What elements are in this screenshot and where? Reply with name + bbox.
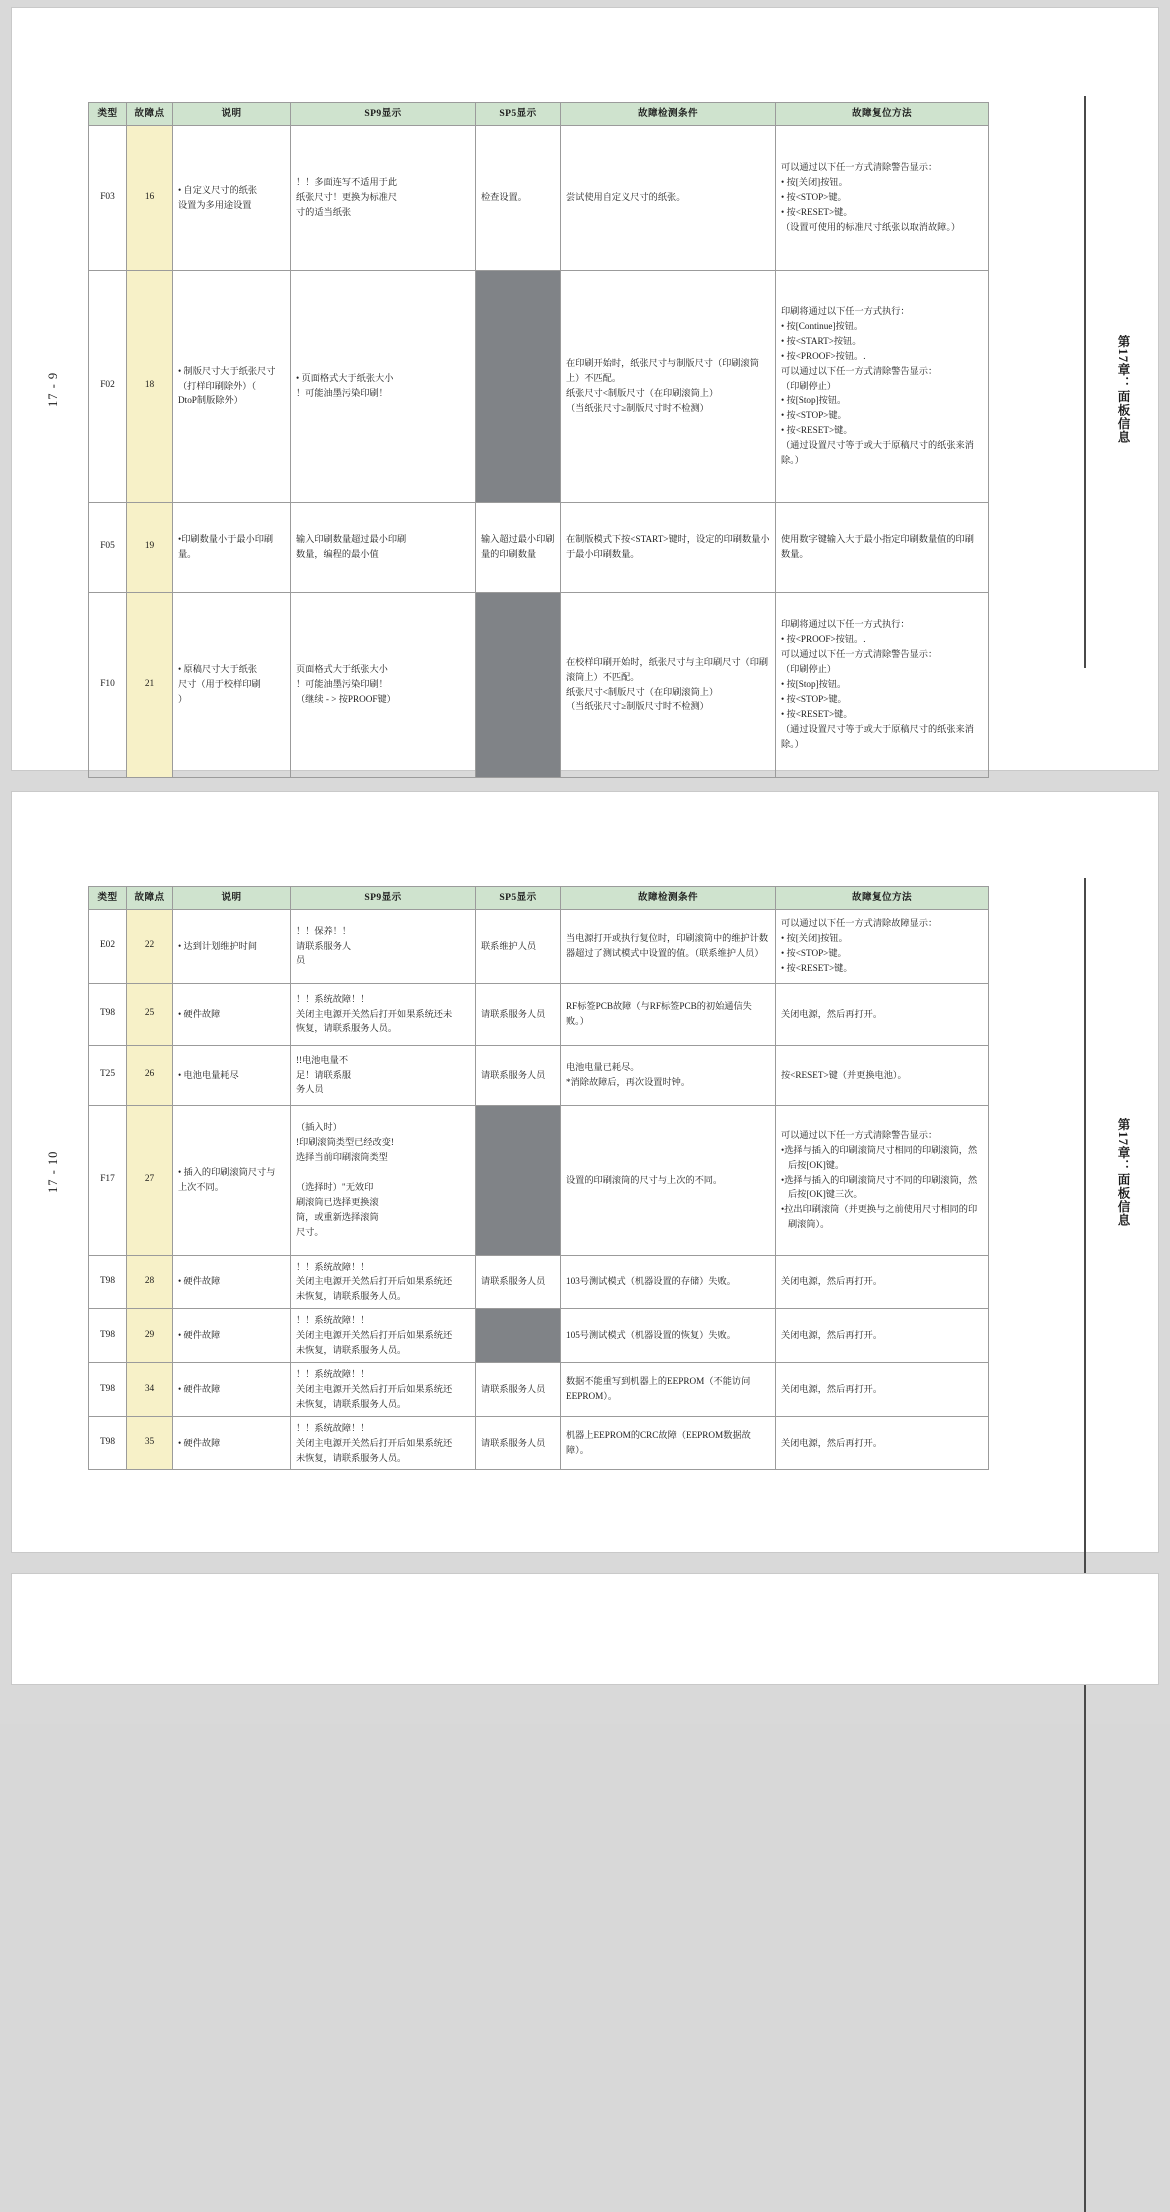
text-line: • 按<STOP>键。 (781, 693, 847, 704)
text-line: 联系维护人员 (481, 940, 537, 951)
text-line: 可以通过以下任一方式清除警告显示： (781, 1129, 938, 1140)
text-line: 关闭电源，然后再打开。 (781, 1008, 883, 1019)
cell-description (173, 502, 291, 592)
cell-sp9-display (291, 270, 476, 502)
chapter-label-right: 第17章：面板信息 (1116, 334, 1130, 444)
text-line: 关闭电源，然后再打开。 (781, 1330, 883, 1341)
cell-type: T25 (89, 1045, 127, 1105)
cell-description (173, 1416, 291, 1470)
table-row (89, 1362, 989, 1416)
cell-type: T98 (89, 1309, 127, 1363)
error-table-1 (88, 102, 989, 778)
text-line: 请联系服务人员 (481, 1437, 546, 1448)
cell-detection-condition (561, 1309, 776, 1363)
text-line: 可以通过以下任一方式清除警告显示： (781, 162, 938, 173)
text-line: • 电池电量耗尽 (178, 1069, 239, 1080)
text-line: 关闭主电源开关然后打开如果系统还未 (296, 1008, 453, 1019)
cell-reset-method (776, 1105, 989, 1255)
text-line: 选择当前印刷滚筒类型 (296, 1152, 388, 1163)
text-line: 设置的印刷滚筒的尺寸与上次的不同。 (566, 1174, 723, 1185)
text-line: • 原稿尺寸大于纸张 (178, 664, 258, 675)
text-line: 务人员 (296, 1084, 324, 1095)
text-line: • 按[Continue]按钮。 (781, 320, 864, 331)
document-page-17-10 (12, 792, 1158, 1552)
text-line: 印刷将通过以下任一方式执行： (781, 619, 910, 630)
text-line: 在印刷开始时，纸张尺寸与制版尺寸（印刷滚筒上）不匹配。 (566, 358, 759, 384)
cell-description (173, 909, 291, 983)
text-line: 可以通过以下任一方式清除警告显示： (781, 649, 938, 660)
text-line: 尝试使用自定义尺寸的纸张。 (566, 192, 686, 203)
col-header-cond: 故障检测条件 (561, 103, 776, 126)
text-line: 关闭电源，然后再打开。 (781, 1383, 883, 1394)
cell-type: F02 (89, 270, 127, 502)
cell-fault-point: 28 (127, 1255, 173, 1309)
text-line: ！！系统故障！！ (296, 1261, 370, 1272)
text-line: •选择与插入的印刷滚筒尺寸不同的印刷滚筒，然后按[OK]键三次。 (781, 1174, 978, 1200)
text-line: 尺寸（用于校样印刷 (178, 679, 261, 690)
text-line: • 硬件故障 (178, 1276, 221, 1287)
text-line: 设置为多用途设置 (178, 199, 252, 210)
cell-description (173, 1045, 291, 1105)
text-line: • 按[Stop]按钮。 (781, 679, 847, 690)
error-table-1-wrapper (88, 102, 988, 778)
text-line: （设置可使用的标准尺寸纸张以取消故障。） (781, 221, 961, 232)
table-row (89, 1309, 989, 1363)
text-line: • 按<RESET>键。 (781, 708, 853, 719)
col-header-desc: 说明 (173, 887, 291, 910)
text-line: 未恢复，请联系服务人员。 (296, 1398, 407, 1409)
table-row (89, 1045, 989, 1105)
text-line: 可以通过以下任一方式清除故障显示： (781, 918, 938, 929)
table-row (89, 502, 989, 592)
cell-detection-condition (561, 125, 776, 270)
table-row (89, 125, 989, 270)
text-line: 输入超过最小印刷 (481, 534, 555, 545)
cell-description (173, 125, 291, 270)
cell-reset-method (776, 983, 989, 1045)
cell-sp9-display (291, 1309, 476, 1363)
cell-type: T98 (89, 1362, 127, 1416)
cell-type: E02 (89, 909, 127, 983)
text-line: !!电池电量不 (296, 1054, 349, 1065)
text-line: 员 (296, 955, 306, 966)
cell-sp5-display (476, 1362, 561, 1416)
cell-detection-condition (561, 270, 776, 502)
text-line: 关闭主电源开关然后打开后如果系统还 (296, 1383, 453, 1394)
cell-fault-point: 16 (127, 125, 173, 270)
cell-sp9-display (291, 1045, 476, 1105)
text-line: • 按[关闭]按钮。 (781, 177, 848, 188)
page-number-left: 17 - 10 (46, 1150, 60, 1194)
text-line: 页面格式大于纸张大小 (296, 664, 388, 675)
text-line: !印刷滚筒类型已经改变! (296, 1137, 394, 1148)
text-line: 输入印刷数量超过最小印刷 (296, 534, 407, 545)
table-row (89, 983, 989, 1045)
text-line: ！！系统故障！！ (296, 993, 370, 1004)
text-line: 按<RESET>键（并更换电池）。 (781, 1069, 907, 1080)
table-body (89, 125, 989, 777)
text-line: • 按<START>按钮。 (781, 335, 862, 346)
cell-fault-point: 21 (127, 592, 173, 777)
text-line: 纸张尺寸<制版尺寸（在印刷滚筒上） (566, 686, 719, 697)
cell-sp9-display (291, 502, 476, 592)
text-line: 使用数字键输入大于最小指定印刷数量值的印刷数量。 (781, 534, 974, 560)
text-line: •选择与插入的印刷滚筒尺寸相同的印刷滚筒，然后按[OK]键。 (781, 1144, 978, 1170)
col-header-reset: 故障复位方法 (776, 103, 989, 126)
cell-sp9-display (291, 1105, 476, 1255)
text-line: *消除故障后，再次设置时钟。 (566, 1077, 691, 1088)
cell-sp5-display (476, 502, 561, 592)
cell-fault-point: 25 (127, 983, 173, 1045)
text-line: • 按<STOP>键。 (781, 192, 847, 203)
text-line: 请联系服务人员 (481, 1383, 546, 1394)
text-line: • 硬件故障 (178, 1330, 221, 1341)
text-line: • 按[Stop]按钮。 (781, 395, 847, 406)
cell-sp5-display (476, 592, 561, 777)
cell-sp5-display (476, 270, 561, 502)
text-line: 关闭主电源开关然后打开后如果系统还 (296, 1330, 453, 1341)
text-line: （印刷停止） (781, 380, 837, 391)
cell-description (173, 1309, 291, 1363)
text-line: 量的印刷数量 (481, 549, 537, 560)
text-line: ！！系统故障！！ (296, 1315, 370, 1326)
table-header-row (89, 887, 989, 910)
cell-reset-method (776, 592, 989, 777)
text-line: 印刷将通过以下任一方式执行： (781, 306, 910, 317)
cell-type: F03 (89, 125, 127, 270)
text-line: 检查设置。 (481, 192, 527, 203)
cell-sp5-display (476, 1309, 561, 1363)
cell-description (173, 1255, 291, 1309)
text-line: • 硬件故障 (178, 1383, 221, 1394)
col-header-point: 故障点 (127, 103, 173, 126)
cell-type: F10 (89, 592, 127, 777)
table-header (89, 103, 989, 126)
text-line: • 按[关闭]按钮。 (781, 933, 848, 944)
table-header (89, 887, 989, 910)
cell-sp9-display (291, 1362, 476, 1416)
text-line: • 按<RESET>键。 (781, 206, 853, 217)
text-line: 关闭主电源开关然后打开后如果系统还 (296, 1437, 453, 1448)
table-row (89, 1105, 989, 1255)
text-line: DtoP制版除外） (178, 395, 243, 406)
text-line: 寸的适当纸张 (296, 206, 352, 217)
text-line: • 按<PROOF>按钮。. (781, 634, 866, 645)
cell-sp5-display (476, 125, 561, 270)
cell-sp9-display (291, 1416, 476, 1470)
cell-detection-condition (561, 1105, 776, 1255)
table-row (89, 1416, 989, 1470)
cell-reset-method (776, 1045, 989, 1105)
table-row (89, 270, 989, 502)
text-line: ！！多面连写不适用于此 (296, 177, 398, 188)
cell-type: T98 (89, 983, 127, 1045)
table-row (89, 909, 989, 983)
chapter-label-right: 第17章：面板信息 (1116, 1117, 1130, 1227)
table-row (89, 1255, 989, 1309)
cell-fault-point: 35 (127, 1416, 173, 1470)
text-line: （插入时） (296, 1122, 342, 1133)
text-line: 未恢复，请联系服务人员。 (296, 1452, 407, 1463)
cell-type: T98 (89, 1416, 127, 1470)
text-line: （通过设置尺寸等于或大于原稿尺寸的纸张来消除。） (781, 440, 974, 466)
text-line: 关闭主电源开关然后打开后如果系统还 (296, 1276, 453, 1287)
cell-sp9-display (291, 592, 476, 777)
cell-reset-method (776, 502, 989, 592)
cell-description (173, 270, 291, 502)
text-line: 机器上EEPROM的CRC故障（EEPROM数据故障）。 (566, 1430, 751, 1456)
cell-reset-method (776, 1362, 989, 1416)
text-line: （通过设置尺寸等于或大于原稿尺寸的纸张来消除。） (781, 723, 974, 749)
text-line: • 硬件故障 (178, 1437, 221, 1448)
text-line: ！！系统故障！！ (296, 1368, 370, 1379)
text-line: 刷滚筒已选择更换滚 (296, 1196, 379, 1207)
col-header-cond: 故障检测条件 (561, 887, 776, 910)
cell-sp5-display (476, 1045, 561, 1105)
table-row (89, 592, 989, 777)
text-line: 请联系服务人员 (481, 1276, 546, 1287)
text-line: （打样印刷除外）（ (178, 380, 257, 391)
cell-sp9-display (291, 1255, 476, 1309)
text-line: ！可能油墨污染印刷！ (296, 388, 388, 399)
cell-fault-point: 34 (127, 1362, 173, 1416)
cell-reset-method (776, 909, 989, 983)
text-line: • 自定义尺寸的纸张 (178, 184, 258, 195)
text-line: • 制版尺寸大于纸张尺寸 (178, 365, 276, 376)
document-page-next-partial (12, 1574, 1158, 1684)
page-rule (1084, 96, 1086, 668)
cell-reset-method (776, 1255, 989, 1309)
cell-description (173, 1362, 291, 1416)
cell-sp5-display (476, 1416, 561, 1470)
cell-fault-point: 29 (127, 1309, 173, 1363)
text-line: 未恢复，请联系服务人员。 (296, 1291, 407, 1302)
text-line: 105号测试模式（机器设置的恢复）失败。 (566, 1330, 736, 1341)
text-line: 请联系服务人员 (481, 1069, 546, 1080)
error-table-2-wrapper (88, 886, 988, 1470)
cell-detection-condition (561, 1045, 776, 1105)
cell-type: T98 (89, 1255, 127, 1309)
text-line: （继续 - > 按PROOF键） (296, 693, 396, 704)
text-line: 数据不能重写到机器上的EEPROM（不能访问EEPROM）。 (566, 1376, 751, 1402)
text-line (296, 1165, 470, 1180)
cell-detection-condition (561, 1255, 776, 1309)
text-line: 关闭电源，然后再打开。 (781, 1276, 883, 1287)
text-line: 量。 (178, 549, 197, 560)
text-line: • 插入的印刷滚筒尺寸与 (178, 1167, 276, 1178)
cell-reset-method (776, 270, 989, 502)
text-line: • 页面格式大于纸张大小 (296, 373, 394, 384)
text-line: 103号测试模式（机器设置的存储）失败。 (566, 1276, 736, 1287)
col-header-reset: 故障复位方法 (776, 887, 989, 910)
col-header-sp5: SP5显示 (476, 887, 561, 910)
cell-description (173, 1105, 291, 1255)
col-header-sp9: SP9显示 (291, 887, 476, 910)
cell-detection-condition (561, 1416, 776, 1470)
text-line: • 按<PROOF>按钮。. (781, 350, 866, 361)
text-line: • 按<RESET>键。 (781, 425, 853, 436)
page-rule (1084, 878, 1086, 2212)
cell-reset-method (776, 1309, 989, 1363)
cell-detection-condition (561, 502, 776, 592)
text-line: 可以通过以下任一方式清除警告显示： (781, 365, 938, 376)
cell-sp5-display (476, 983, 561, 1045)
cell-sp9-display (291, 125, 476, 270)
cell-description (173, 592, 291, 777)
text-line: 筒，或重新选择滚筒 (296, 1211, 379, 1222)
cell-reset-method (776, 1416, 989, 1470)
text-line: •拉出印刷滚筒（并更换与之前使用尺寸相同的印刷滚筒）。 (781, 1204, 978, 1230)
text-line: ） (178, 693, 188, 704)
cell-fault-point: 22 (127, 909, 173, 983)
cell-detection-condition (561, 909, 776, 983)
text-line: （当纸张尺寸≥制版尺寸时不检测） (566, 701, 709, 712)
text-line: • 按<STOP>键。 (781, 948, 847, 959)
page-number-left: 17 - 9 (46, 371, 60, 407)
text-line: 纸张尺寸！更换为标准尺 (296, 192, 398, 203)
cell-detection-condition (561, 983, 776, 1045)
document-page-17-9 (12, 8, 1158, 770)
text-line: 上次不同。 (178, 1182, 224, 1193)
col-header-sp5: SP5显示 (476, 103, 561, 126)
text-line: 请联系服务人员 (481, 1008, 546, 1019)
col-header-point: 故障点 (127, 887, 173, 910)
text-line: 足！请联系服 (296, 1069, 352, 1080)
cell-fault-point: 19 (127, 502, 173, 592)
text-line: 尺寸。 (296, 1226, 324, 1237)
cell-sp9-display (291, 909, 476, 983)
cell-detection-condition (561, 592, 776, 777)
text-line: •印刷数量小于最小印刷 (178, 534, 274, 545)
text-line: 恢复，请联系服务人员。 (296, 1023, 398, 1034)
text-line: 未恢复，请联系服务人员。 (296, 1345, 407, 1356)
text-line: • 按<STOP>键。 (781, 410, 847, 421)
error-table-2 (88, 886, 989, 1470)
text-line: 在校样印刷开始时，纸张尺寸与主印刷尺寸（印刷滚筒上）不匹配。 (566, 656, 769, 682)
text-line: ！！系统故障！！ (296, 1422, 370, 1433)
text-line: • 达到计划维护时间 (178, 940, 258, 951)
table-header-row (89, 103, 989, 126)
cell-sp5-display (476, 1255, 561, 1309)
text-line: • 按<RESET>键。 (781, 962, 853, 973)
cell-type: F17 (89, 1105, 127, 1255)
text-line: 电池电量已耗尽。 (566, 1062, 640, 1073)
text-line: 当电源打开或执行复位时，印刷滚筒中的维护计数器超过了测试模式中设置的值。（联系维护人员） (566, 933, 769, 959)
cell-fault-point: 27 (127, 1105, 173, 1255)
cell-type: F05 (89, 502, 127, 592)
cell-sp9-display (291, 983, 476, 1045)
text-line: 在制版模式下按<START>键时，设定的印刷数量小于最小印刷数量。 (566, 534, 770, 560)
cell-description (173, 983, 291, 1045)
text-line: • 硬件故障 (178, 1008, 221, 1019)
cell-fault-point: 18 (127, 270, 173, 502)
text-line: （选择时）"无效印 (296, 1182, 374, 1193)
cell-reset-method (776, 125, 989, 270)
text-line: 关闭电源，然后再打开。 (781, 1437, 883, 1448)
text-line: ！！保养！！ (296, 925, 352, 936)
col-header-sp9: SP9显示 (291, 103, 476, 126)
text-line: （当纸张尺寸≥制版尺寸时不检测） (566, 402, 709, 413)
cell-detection-condition (561, 1362, 776, 1416)
cell-sp5-display (476, 909, 561, 983)
col-header-type: 类型 (89, 887, 127, 910)
col-header-type: 类型 (89, 103, 127, 126)
text-line: 请联系服务人 (296, 940, 352, 951)
text-line: 纸张尺寸<制版尺寸（在印刷滚筒上） (566, 388, 719, 399)
text-line: RF标签PCB故障（与RF标签PCB的初始通信失败。） (566, 1001, 752, 1027)
cell-sp5-display (476, 1105, 561, 1255)
text-line: 数量，编程的最小值 (296, 549, 379, 560)
table-body (89, 909, 989, 1470)
text-line: （印刷停止） (781, 664, 837, 675)
text-line: ！可能油墨污染印刷！ (296, 679, 388, 690)
col-header-desc: 说明 (173, 103, 291, 126)
cell-fault-point: 26 (127, 1045, 173, 1105)
